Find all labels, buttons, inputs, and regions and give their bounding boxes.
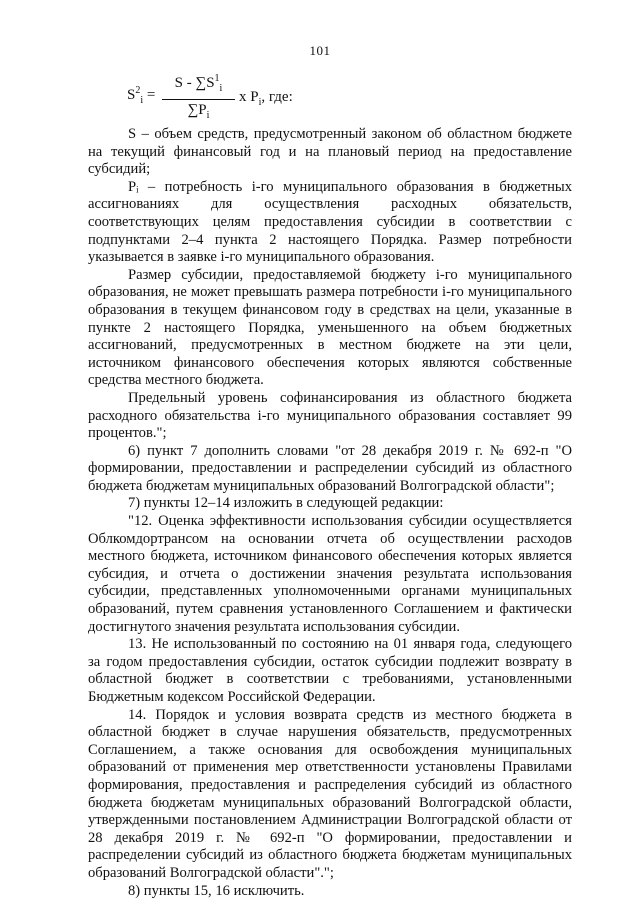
paragraph-s-definition: S – объем средств, предусмотренный законом об областном бюджете на текущий финансовый год и на плановый период на предоставление субсидий;: [88, 126, 572, 178]
formula-lhs-subscript: i: [140, 95, 144, 106]
formula-numerator-superscript: 1: [214, 73, 220, 84]
paragraph-clause-13: 13. Не использованный по состоянию на 01 января года, следующего за годом предоставления субсидии, остаток субсидии подлежит возврату в областной бюджет в соответствии с требованиями, установленными Бюджетным кодексом Российской Федерации.: [88, 636, 572, 705]
formula-times-subscript: i: [258, 97, 262, 108]
paragraph-cofinancing-level: Предельный уровень софинансирования из областного бюджета расходного обязательства i-го муниципального образования составляет 99 процентов.";: [88, 389, 572, 442]
paragraph-p-definition: Pᵢ – потребность i-го муниципального образования в бюджетных ассигнованиях для осуществления расходных обязательств, соответствующих целям предоставления субсидии в соответствии с подпунктами 2–4 пункта 2 настоящего Порядка. Размер потребности указывается в заявке i-го муниципального образования.: [88, 178, 572, 266]
document-body: [88, 126, 572, 900]
formula-rhs: [239, 89, 293, 108]
formula-numerator-subscript: i: [219, 83, 223, 94]
formula-denominator: [162, 102, 235, 121]
paragraph-item-7: 7) пункты 12–14 изложить в следующей редакции:: [128, 495, 444, 512]
paragraph-item-6: 6) пункт 7 дополнить словами "от 28 декабря 2019 г. № 692-п "О формировании, предоставлении и распределении субсидий из областного бюджета бюджетам муниципальных образований Волгоградской области";: [88, 442, 572, 494]
paragraph-clause-12: "12. Оценка эффективности использования субсидии осуществляется Облкомдортрансом на основании отчета об осуществлении расходов местного бюджета, источником финансового обеспечения которых является субсидия, и отчета о достижении значения результата использования субсидии, представленных уполномоченными органами муниципальных образований, путем сравнения установленного Соглашением и фактически достигнутого значения результата использования субсидии.: [88, 513, 572, 635]
formula-lhs-superscript: 2: [135, 85, 141, 96]
formula-equals: =: [146, 87, 156, 103]
formula-times-text: x P: [239, 89, 259, 105]
page-number: 101: [309, 43, 331, 58]
paragraph-item-8: 8) пункты 15, 16 исключить.: [128, 882, 305, 899]
paragraph-clause-14: 14. Порядок и условия возврата средств из местного бюджета в областной бюджет в случае нарушения обязательств, предусмотренных Соглашением, а также основания для освобождения муниципальных образований от применения мер ответственности установлены Правилами формирования, предоставления и распределения субсидий из областного бюджета бюджетам муниципальных образований Волгоградской области, утвержденными постановлением Администрации Волгоградской области от 28 декабря 2019 г. № 692-п "О формировании, предоставлении и распределении субсидий из областного бюджета бюджетам муниципальных образований Волгоградской области".";: [88, 706, 572, 881]
formula-numerator-text: S - ∑S: [174, 75, 215, 91]
paragraph-subsidy-size: Размер субсидии, предоставляемой бюджету i-го муниципального образования, не может превышать размера потребности i-го муниципального образования в текущем финансовом году в средствах на цели, указанные в пункте 2 настоящего Порядка, уменьшенного на объем бюджетных ассигнований, предусмотренных в местном бюджете на эти цели, источником финансового обеспечения которых являются собственные средства местного бюджета.: [88, 266, 572, 389]
formula-denominator-subscript: i: [206, 110, 210, 121]
formula-fraction-bar: [162, 99, 235, 100]
formula-tail-text: , где:: [261, 89, 293, 105]
formula-denominator-text: ∑P: [187, 102, 207, 118]
formula-lhs-symbol: S: [127, 87, 136, 103]
formula-numerator: [162, 73, 235, 94]
formula-lhs: [127, 85, 156, 106]
